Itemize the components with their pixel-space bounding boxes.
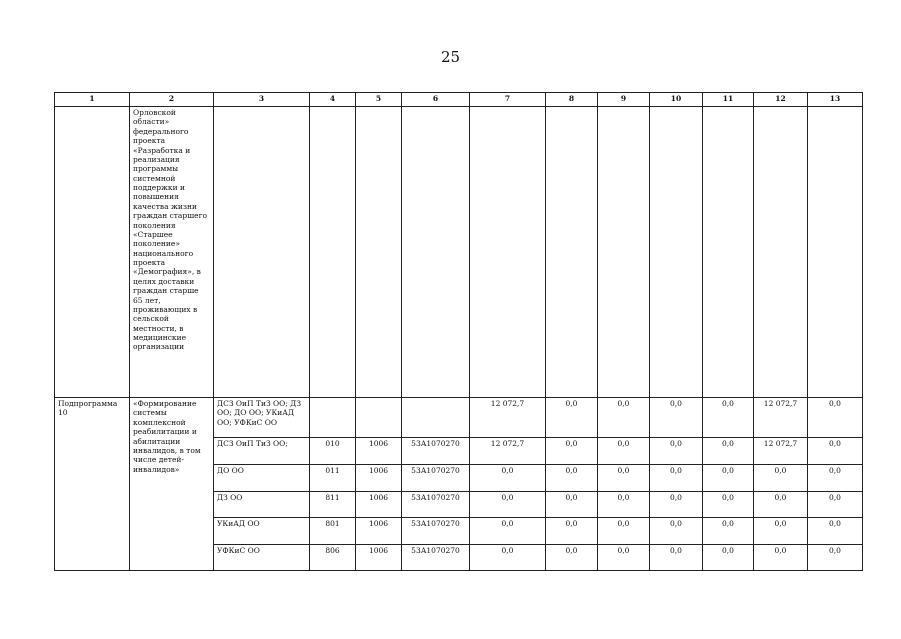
empty-cell	[598, 107, 650, 398]
value-cell: 0,0	[703, 545, 754, 571]
empty-cell	[310, 107, 356, 398]
value-cell: 0,0	[470, 492, 546, 518]
rzpr-cell: 1006	[356, 492, 402, 518]
value-cell: 0,0	[650, 465, 703, 492]
csr-cell	[402, 398, 470, 438]
value-cell: 0,0	[754, 465, 808, 492]
value-cell: 0,0	[703, 465, 754, 492]
value-cell: 0,0	[808, 545, 863, 571]
subprogram-name: «Формирование системы комплексной реабилитации и абилитации инвалидов, в том числе детей-инвалидов»	[130, 398, 214, 571]
executor-cell: ДО ОО	[214, 465, 310, 492]
col-header: 4	[310, 93, 356, 107]
value-cell: 0,0	[546, 492, 598, 518]
col-header: 12	[754, 93, 808, 107]
col-header: 8	[546, 93, 598, 107]
empty-cell	[214, 107, 310, 398]
value-cell: 0,0	[598, 465, 650, 492]
value-cell: 12 072,7	[754, 438, 808, 465]
col-header: 3	[214, 93, 310, 107]
empty-cell	[402, 107, 470, 398]
value-cell: 0,0	[598, 518, 650, 545]
value-cell: 0,0	[598, 398, 650, 438]
value-cell: 0,0	[470, 545, 546, 571]
value-cell: 0,0	[808, 492, 863, 518]
value-cell: 0,0	[754, 492, 808, 518]
grbs-cell: 811	[310, 492, 356, 518]
value-cell: 0,0	[650, 545, 703, 571]
value-cell: 0,0	[808, 398, 863, 438]
value-cell: 0,0	[470, 518, 546, 545]
subprogram-label: Подпрограмма 10	[55, 398, 130, 571]
empty-cell	[754, 107, 808, 398]
col-header: 6	[402, 93, 470, 107]
executor-cell: ДЗ ОО	[214, 492, 310, 518]
col-header: 10	[650, 93, 703, 107]
value-cell: 0,0	[703, 492, 754, 518]
col-header: 5	[356, 93, 402, 107]
grbs-cell	[310, 398, 356, 438]
value-cell: 0,0	[703, 518, 754, 545]
empty-cell	[55, 107, 130, 398]
value-cell: 0,0	[546, 465, 598, 492]
value-cell: 0,0	[650, 398, 703, 438]
measure-name-cell: Орловской области» федерального проекта «Разработка и реализация программы системной поддержки и повышения качества жизни граждан старшего поколения «Старшее поколение» национального проекта «Демография», в целях доставки граждан старше 65 лет, проживающих в сельской местности, в медицинские организации	[130, 107, 214, 398]
value-cell: 0,0	[598, 492, 650, 518]
value-cell: 0,0	[754, 545, 808, 571]
rzpr-cell: 1006	[356, 438, 402, 465]
empty-cell	[808, 107, 863, 398]
rzpr-cell	[356, 398, 402, 438]
col-header: 1	[55, 93, 130, 107]
value-cell: 0,0	[808, 438, 863, 465]
value-cell: 0,0	[808, 465, 863, 492]
budget-table	[54, 92, 863, 571]
value-cell: 0,0	[546, 398, 598, 438]
csr-cell: 53А1070270	[402, 518, 470, 545]
empty-cell	[650, 107, 703, 398]
value-cell: 0,0	[754, 518, 808, 545]
grbs-cell: 010	[310, 438, 356, 465]
value-cell: 0,0	[650, 518, 703, 545]
empty-cell	[470, 107, 546, 398]
empty-cell	[703, 107, 754, 398]
col-header: 7	[470, 93, 546, 107]
rzpr-cell: 1006	[356, 545, 402, 571]
empty-cell	[356, 107, 402, 398]
csr-cell: 53А1070270	[402, 465, 470, 492]
grbs-cell: 011	[310, 465, 356, 492]
header-row	[55, 93, 863, 107]
csr-cell: 53А1070270	[402, 438, 470, 465]
value-cell: 0,0	[650, 438, 703, 465]
grbs-cell: 801	[310, 518, 356, 545]
value-cell: 0,0	[703, 438, 754, 465]
value-cell: 0,0	[546, 545, 598, 571]
value-cell: 12 072,7	[470, 438, 546, 465]
value-cell: 0,0	[808, 518, 863, 545]
col-header: 2	[130, 93, 214, 107]
rzpr-cell: 1006	[356, 518, 402, 545]
value-cell: 0,0	[546, 518, 598, 545]
value-cell: 0,0	[703, 398, 754, 438]
value-cell: 12 072,7	[470, 398, 546, 438]
rzpr-cell: 1006	[356, 465, 402, 492]
csr-cell: 53А1070270	[402, 492, 470, 518]
executor-cell: ДСЗ ОиП ТиЗ ОО;	[214, 438, 310, 465]
table-row	[55, 398, 863, 438]
value-cell: 0,0	[546, 438, 598, 465]
value-cell: 0,0	[598, 438, 650, 465]
col-header: 11	[703, 93, 754, 107]
grbs-cell: 806	[310, 545, 356, 571]
value-cell: 0,0	[470, 465, 546, 492]
value-cell: 12 072,7	[754, 398, 808, 438]
page-number: 25	[440, 48, 461, 66]
col-header: 13	[808, 93, 863, 107]
col-header: 9	[598, 93, 650, 107]
empty-cell	[546, 107, 598, 398]
value-cell: 0,0	[598, 545, 650, 571]
value-cell: 0,0	[650, 492, 703, 518]
continuation-row	[55, 107, 863, 398]
csr-cell: 53А1070270	[402, 545, 470, 571]
executor-cell: УКиАД ОО	[214, 518, 310, 545]
executor-cell: УФКиС ОО	[214, 545, 310, 571]
executor-cell: ДСЗ ОиП ТиЗ ОО; ДЗ ОО; ДО ОО; УКиАД ОО; УФКиС ОО	[214, 398, 310, 438]
